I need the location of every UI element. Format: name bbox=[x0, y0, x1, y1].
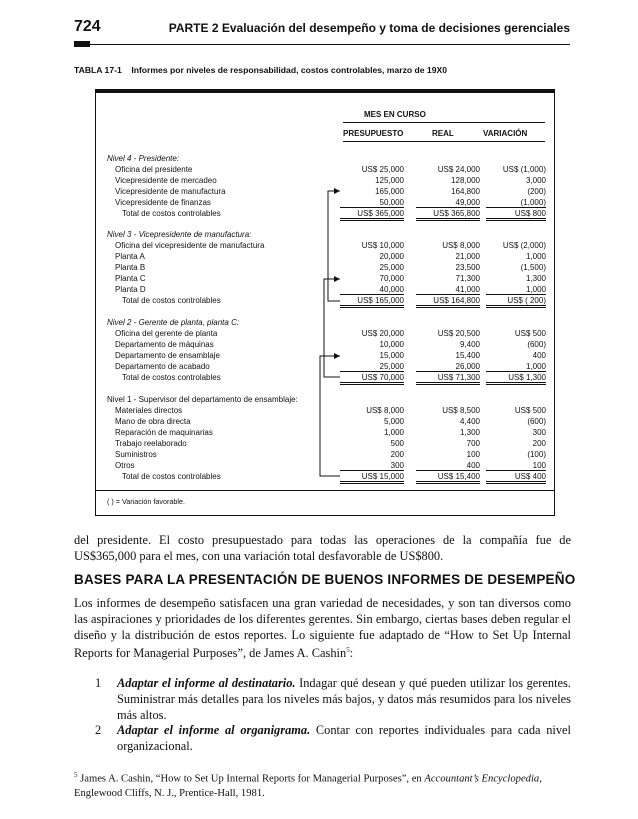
footnote-title: Accountant’s Encyclopedia bbox=[424, 773, 540, 785]
col-header-rule bbox=[343, 141, 545, 142]
actual-cell: 21,000 bbox=[455, 252, 480, 261]
variance-cell: (1,500) bbox=[520, 263, 546, 272]
actual-cell: 49,000 bbox=[416, 198, 480, 208]
row-label: Planta A bbox=[115, 252, 145, 261]
list-item-text: Contar con reportes individuales para cada nivel organizacional. bbox=[117, 723, 572, 753]
variance-cell: 3,000 bbox=[525, 176, 546, 185]
budget-cell: US$ 20,000 bbox=[361, 329, 404, 338]
total-label: Total de costos controlables bbox=[122, 209, 221, 218]
table-caption-text: Informes por niveles de responsabilidad, costos controlables, marzo de 19X0 bbox=[131, 65, 447, 75]
total-label: Total de costos controlables bbox=[122, 373, 221, 382]
budget-cell: 5,000 bbox=[383, 417, 404, 426]
col-header-budget: PRESUPUESTO bbox=[343, 129, 404, 138]
list-item-lead: Adaptar el informe al organigrama. bbox=[117, 723, 311, 737]
budget-cell: 40,000 bbox=[340, 285, 404, 295]
budget-cell: US$ 25,000 bbox=[361, 165, 404, 174]
footnote-marker: 5 bbox=[74, 771, 78, 779]
footnote-text: James A. Cashin, “How to Set Up Internal Reports for Managerial Purposes”, en bbox=[77, 773, 425, 785]
table-top-bar bbox=[95, 89, 555, 93]
actual-cell: 1,300 bbox=[459, 428, 480, 437]
row-label: Reparación de maquinarias bbox=[115, 428, 213, 437]
row-label: Suministros bbox=[115, 450, 157, 459]
list-item-text: Indagar qué desean y qué pueden utilizar los gerentes. Suministrar más detalles para los niveles más bajos, y datos más resumidos para los niveles más altos. bbox=[117, 676, 571, 722]
body-paragraph: del presidente. El costo presupuestado para todas las operaciones de la compañía fue de US$365,000 para el mes, con una variación total desfavorable de US$800. bbox=[74, 533, 571, 563]
section-heading: BASES PARA LA PRESENTACIÓN DE BUENOS INFORMES DE DESEMPEÑO bbox=[74, 572, 576, 587]
budget-cell: 20,000 bbox=[379, 252, 404, 261]
variance-cell: US$ 500 bbox=[514, 406, 546, 415]
paragraph-text: Los informes de desempeño satisfacen una gran variedad de necesidades, y son tan diversos como las aspiraciones y prioridades de los diferentes gerentes. Sin embargo, ciertas bases deben regular el diseño y la distribución de estos reportes. Lo siguiente fue adaptado de “How to Set Up Internal Reports for Managerial Purposes”, de James A. Cashin bbox=[74, 596, 571, 661]
variance-cell: 200 bbox=[532, 439, 546, 448]
variance-cell: 100 bbox=[486, 461, 546, 471]
variance-cell: (600) bbox=[527, 417, 546, 426]
variance-cell: 1,000 bbox=[486, 362, 546, 372]
list-number: 2 bbox=[95, 723, 102, 737]
page-footnote bbox=[74, 768, 571, 801]
actual-total: US$ 15,400 bbox=[416, 472, 480, 484]
actual-cell: US$ 8,500 bbox=[442, 406, 480, 415]
variance-cell: (600) bbox=[527, 340, 546, 349]
list-number: 1 bbox=[95, 676, 102, 690]
actual-cell: 4,400 bbox=[459, 417, 480, 426]
total-label: Total de costos controlables bbox=[122, 472, 221, 481]
actual-cell: 700 bbox=[466, 439, 480, 448]
row-label: Materiales directos bbox=[115, 406, 183, 415]
actual-total: US$ 365,800 bbox=[416, 209, 480, 221]
actual-cell: 15,400 bbox=[455, 351, 480, 360]
budget-total: US$ 15,000 bbox=[340, 472, 404, 484]
header-rule bbox=[74, 44, 570, 45]
table-caption bbox=[74, 65, 447, 75]
paragraph-punct: : bbox=[349, 646, 354, 661]
row-label: Otros bbox=[115, 461, 135, 470]
group-header-rule bbox=[343, 122, 545, 123]
connector-level1-to-level2 bbox=[320, 356, 340, 476]
col-header-actual: REAL bbox=[432, 129, 454, 138]
row-label: Departamento de máquinas bbox=[115, 340, 214, 349]
budget-cell: 500 bbox=[390, 439, 404, 448]
arrow-head-icon bbox=[334, 276, 340, 282]
actual-cell: 400 bbox=[416, 461, 480, 471]
row-label: Planta C bbox=[115, 274, 146, 283]
actual-cell: US$ 20,500 bbox=[437, 329, 480, 338]
budget-total: US$ 165,000 bbox=[340, 296, 404, 308]
group-header: MES EN CURSO bbox=[364, 110, 426, 119]
connector-level2-to-level3 bbox=[324, 279, 340, 377]
row-label: Vicepresidente de finanzas bbox=[115, 198, 211, 207]
variance-cell: (100) bbox=[527, 450, 546, 459]
total-label: Total de costos controlables bbox=[122, 296, 221, 305]
budget-cell: 165,000 bbox=[375, 187, 404, 196]
budget-total: US$ 70,000 bbox=[340, 373, 404, 385]
budget-cell: 125,000 bbox=[375, 176, 404, 185]
variance-cell: 400 bbox=[532, 351, 546, 360]
budget-cell: US$ 10,000 bbox=[361, 241, 404, 250]
row-label: Vicepresidente de manufactura bbox=[115, 187, 226, 196]
section-title: Nivel 1 - Supervisor del departamento de ensamblaje: bbox=[107, 395, 298, 404]
variance-cell: 1,000 bbox=[525, 252, 546, 261]
row-label: Planta B bbox=[115, 263, 146, 272]
budget-cell: 15,000 bbox=[379, 351, 404, 360]
budget-cell: 300 bbox=[340, 461, 404, 471]
variance-cell: (200) bbox=[527, 187, 546, 196]
variance-total: US$ ( 200) bbox=[486, 296, 546, 308]
table-note-rule bbox=[95, 490, 555, 491]
variance-cell: US$ 500 bbox=[514, 329, 546, 338]
row-label: Vicepresidente de mercadeo bbox=[115, 176, 217, 185]
budget-cell: 25,000 bbox=[340, 362, 404, 372]
row-label: Oficina del vicepresidente de manufactura bbox=[115, 241, 265, 250]
variance-cell: 1,000 bbox=[486, 285, 546, 295]
variance-total: US$ 800 bbox=[486, 209, 546, 221]
table-caption-label: TABLA 17-1 bbox=[74, 65, 122, 75]
actual-cell: 164,800 bbox=[451, 187, 480, 196]
actual-cell: 9,400 bbox=[459, 340, 480, 349]
row-label: Oficina del gerente de planta bbox=[115, 329, 218, 338]
row-label: Oficina del presidente bbox=[115, 165, 193, 174]
connector-level3-to-level4 bbox=[328, 191, 340, 301]
actual-cell: 26,000 bbox=[416, 362, 480, 372]
row-label: Departamento de acabado bbox=[115, 362, 210, 371]
actual-cell: 128,000 bbox=[451, 176, 480, 185]
budget-total: US$ 365,000 bbox=[340, 209, 404, 221]
list-item-lead: Adaptar el informe al destinatario. bbox=[117, 676, 296, 690]
actual-total: US$ 71,300 bbox=[416, 373, 480, 385]
actual-cell: US$ 24,000 bbox=[437, 165, 480, 174]
budget-cell: 25,000 bbox=[379, 263, 404, 272]
section-title: Nivel 4 - Presidente: bbox=[107, 154, 180, 163]
row-label: Planta D bbox=[115, 285, 146, 294]
table-note: ( ) = Variación favorable. bbox=[107, 497, 185, 506]
variance-total: US$ 400 bbox=[486, 472, 546, 484]
page-number: 724 bbox=[74, 18, 101, 35]
actual-cell: US$ 8,000 bbox=[442, 241, 480, 250]
list-item bbox=[117, 723, 571, 755]
rollup-connector-lines bbox=[300, 180, 345, 490]
row-label: Trabajo reelaborado bbox=[115, 439, 187, 448]
row-label: Departamento de ensamblaje bbox=[115, 351, 220, 360]
budget-cell: US$ 8,000 bbox=[366, 406, 404, 415]
actual-cell: 41,000 bbox=[416, 285, 480, 295]
body-paragraph bbox=[74, 596, 571, 662]
variance-cell: US$ (1,000) bbox=[502, 165, 546, 174]
actual-cell: 100 bbox=[466, 450, 480, 459]
budget-cell: 50,000 bbox=[340, 198, 404, 208]
footnote-text: , Englewood Cliffs, N. J., Prentice-Hall, 1981. bbox=[74, 773, 542, 799]
arrow-head-icon bbox=[334, 188, 340, 194]
footnote-ref: 5 bbox=[346, 646, 350, 655]
arrow-head-icon bbox=[334, 353, 340, 359]
actual-cell: 71,300 bbox=[455, 274, 480, 283]
col-header-variance: VARIACIÓN bbox=[483, 129, 528, 138]
row-label: Mano de obra directa bbox=[115, 417, 191, 426]
variance-cell: 300 bbox=[532, 428, 546, 437]
budget-cell: 1,000 bbox=[383, 428, 404, 437]
budget-cell: 200 bbox=[390, 450, 404, 459]
budget-cell: 10,000 bbox=[379, 340, 404, 349]
variance-total: US$ 1,300 bbox=[486, 373, 546, 385]
list-item bbox=[117, 676, 571, 723]
actual-total: US$ 164,800 bbox=[416, 296, 480, 308]
budget-cell: 70,000 bbox=[379, 274, 404, 283]
variance-cell: 1,300 bbox=[525, 274, 546, 283]
section-title: Nivel 2 - Gerente de planta, planta C: bbox=[107, 318, 240, 327]
running-title: PARTE 2 Evaluación del desempeño y toma de decisiones gerenciales bbox=[168, 21, 570, 35]
variance-cell: US$ (2,000) bbox=[502, 241, 546, 250]
variance-cell: (1,000) bbox=[486, 198, 546, 208]
actual-cell: 23,500 bbox=[455, 263, 480, 272]
section-title: Nivel 3 - Vicepresidente de manufactura: bbox=[107, 230, 252, 239]
